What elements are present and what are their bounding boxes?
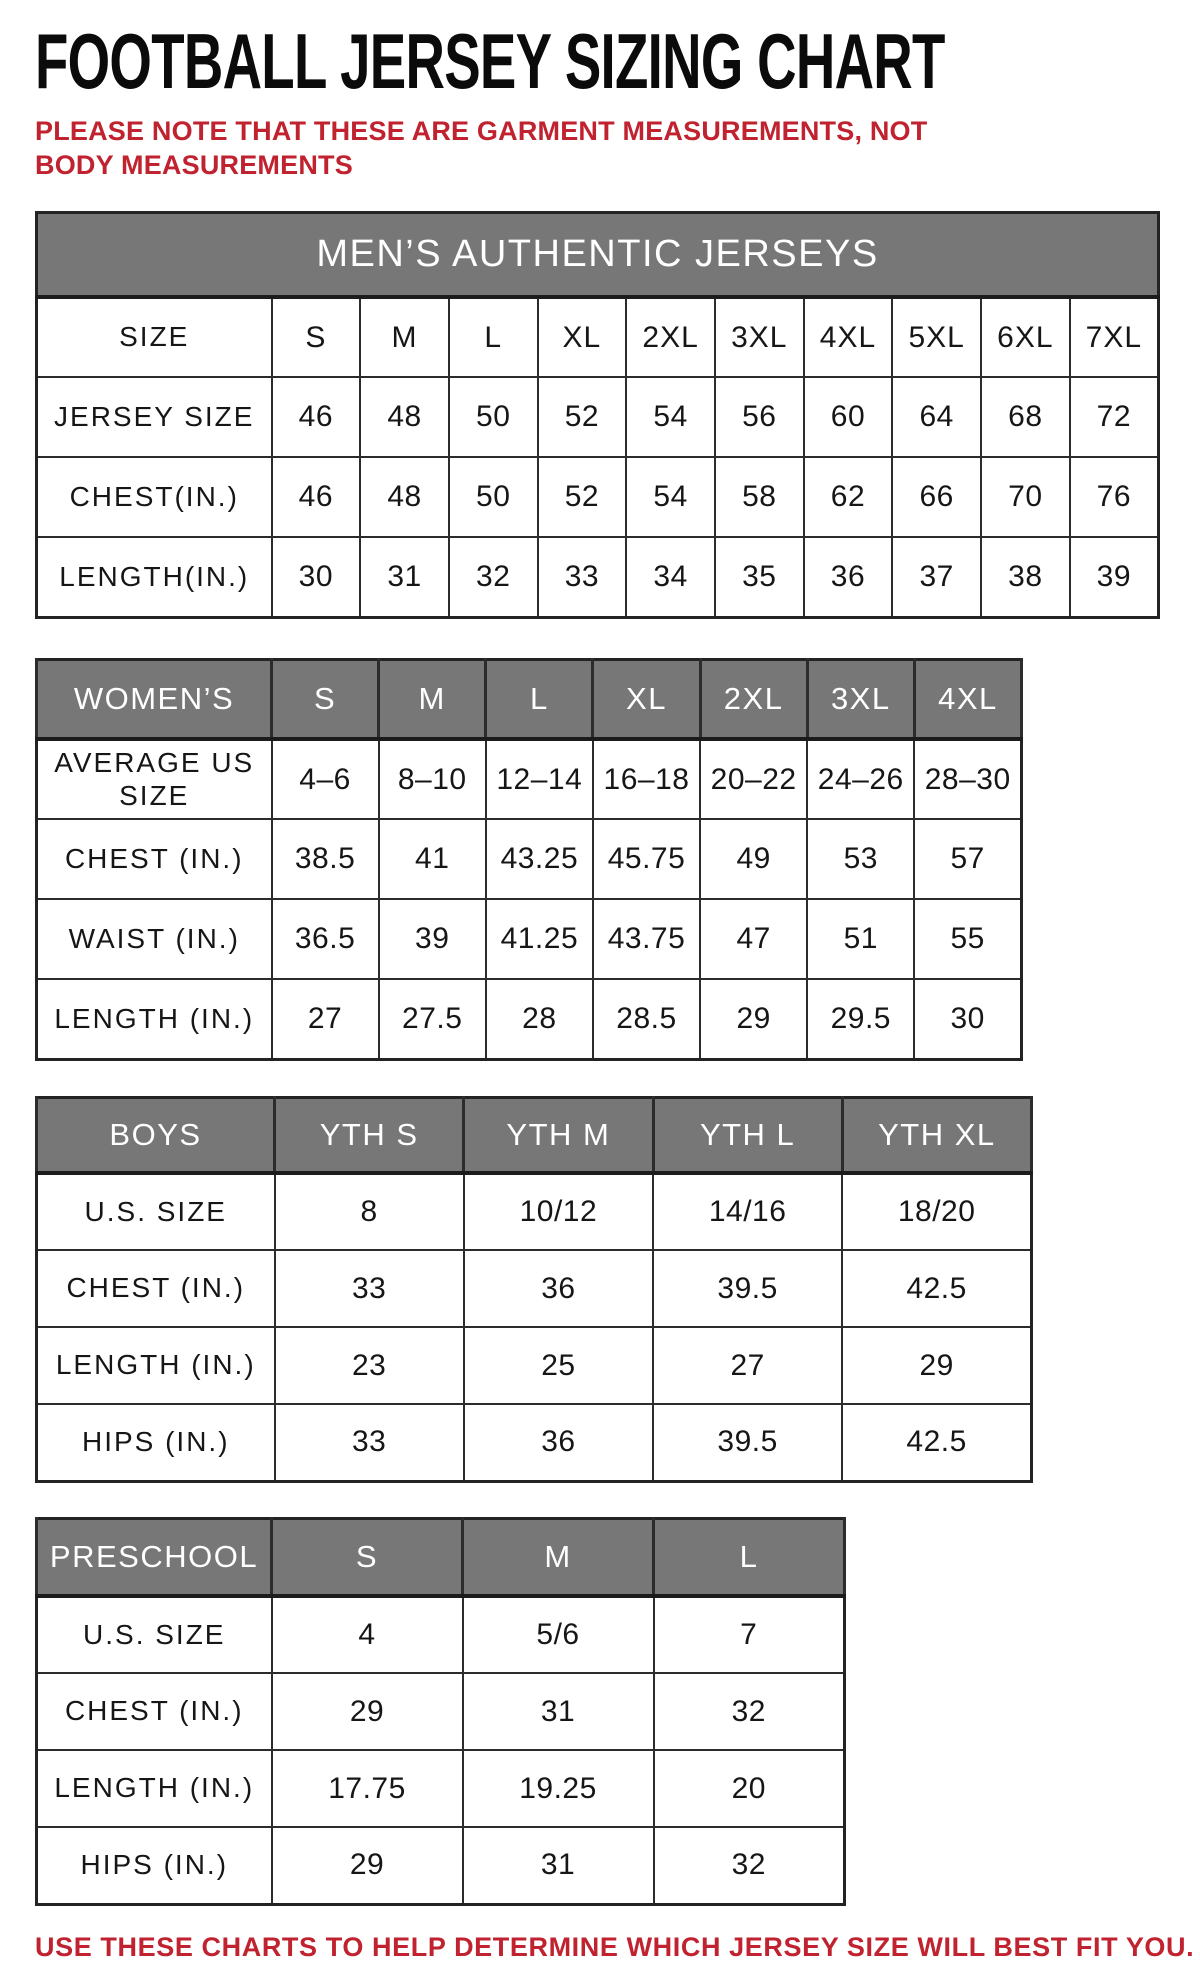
value-cell: 18/20 <box>842 1173 1031 1250</box>
value-cell: 46 <box>272 377 361 457</box>
value-cell: 45.75 <box>593 819 700 899</box>
size-column-header: M <box>463 1518 654 1596</box>
size-column-header: 2XL <box>626 297 715 377</box>
size-column-header: 7XL <box>1070 297 1159 377</box>
row-label: LENGTH (IN.) <box>37 1750 272 1827</box>
mens-table-banner: MEN’S AUTHENTIC JERSEYS <box>37 212 1159 297</box>
size-column-header: S <box>272 297 361 377</box>
row-label: LENGTH(IN.) <box>37 537 272 617</box>
mens-table <box>35 211 1160 619</box>
value-cell: 55 <box>914 899 1021 979</box>
value-cell: 43.25 <box>486 819 593 899</box>
value-cell: 4 <box>272 1596 463 1673</box>
size-column-header: YTH S <box>275 1097 464 1173</box>
value-cell: 29 <box>272 1827 463 1904</box>
boys-table <box>35 1096 1033 1483</box>
value-cell: 24–26 <box>807 739 914 819</box>
garment-measurements-note: PLEASE NOTE THAT THESE ARE GARMENT MEASUREMENTS, NOT BODY MEASUREMENTS <box>35 116 928 181</box>
value-cell: 29 <box>842 1327 1031 1404</box>
value-cell: 36 <box>464 1250 653 1327</box>
size-column-header: 4XL <box>804 297 893 377</box>
value-cell: 62 <box>804 457 893 537</box>
value-cell: 42.5 <box>842 1250 1031 1327</box>
value-cell: 39 <box>379 899 486 979</box>
table-row <box>37 1596 845 1673</box>
preschool-table-title-cell: PRESCHOOL <box>37 1518 272 1596</box>
value-cell: 72 <box>1070 377 1159 457</box>
size-column-header: 3XL <box>807 659 914 739</box>
row-label: CHEST (IN.) <box>37 1250 275 1327</box>
value-cell: 48 <box>360 457 449 537</box>
value-cell: 8 <box>275 1173 464 1250</box>
size-tables-container <box>35 211 1200 1906</box>
value-cell: 33 <box>275 1404 464 1481</box>
page-title: FOOTBALL JERSEY SIZING CHART <box>35 17 945 105</box>
value-cell: 32 <box>654 1827 845 1904</box>
preschool-table <box>35 1517 846 1906</box>
value-cell: 19.25 <box>463 1750 654 1827</box>
value-cell: 52 <box>538 457 627 537</box>
size-column-header: YTH M <box>464 1097 653 1173</box>
value-cell: 39.5 <box>653 1404 842 1481</box>
value-cell: 8–10 <box>379 739 486 819</box>
row-label: U.S. SIZE <box>37 1596 272 1673</box>
value-cell: 32 <box>654 1673 845 1750</box>
footer-note: USE THESE CHARTS TO HELP DETERMINE WHICH JERSEY SIZE WILL BEST FIT YOU. <box>35 1931 1195 1962</box>
value-cell: 51 <box>807 899 914 979</box>
value-cell: 57 <box>914 819 1021 899</box>
value-cell: 64 <box>892 377 981 457</box>
size-column-header: XL <box>538 297 627 377</box>
size-column-header: 3XL <box>715 297 804 377</box>
row-label: LENGTH (IN.) <box>37 1327 275 1404</box>
row-label: HIPS (IN.) <box>37 1827 272 1904</box>
value-cell: 27.5 <box>379 979 486 1059</box>
womens-table <box>35 658 1023 1061</box>
value-cell: 50 <box>449 377 538 457</box>
value-cell: 27 <box>653 1327 842 1404</box>
value-cell: 31 <box>463 1673 654 1750</box>
table-row <box>37 739 1022 819</box>
value-cell: 17.75 <box>272 1750 463 1827</box>
value-cell: 38.5 <box>272 819 379 899</box>
row-label: CHEST (IN.) <box>37 819 272 899</box>
size-column-header: L <box>449 297 538 377</box>
value-cell: 39.5 <box>653 1250 842 1327</box>
value-cell: 60 <box>804 377 893 457</box>
size-column-header: L <box>486 659 593 739</box>
value-cell: 28–30 <box>914 739 1021 819</box>
table-row <box>37 1404 1032 1481</box>
womens-table-title-cell: WOMEN’S <box>37 659 272 739</box>
row-label: AVERAGE US SIZE <box>37 739 272 819</box>
size-column-header: YTH L <box>653 1097 842 1173</box>
table-row <box>37 1673 845 1750</box>
size-column-header: L <box>654 1518 845 1596</box>
boys-table-title-cell: BOYS <box>37 1097 275 1173</box>
value-cell: 20 <box>654 1750 845 1827</box>
mens-table-title-cell: SIZE <box>37 297 272 377</box>
size-column-header: XL <box>593 659 700 739</box>
row-label: CHEST(IN.) <box>37 457 272 537</box>
table-row <box>37 1750 845 1827</box>
value-cell: 76 <box>1070 457 1159 537</box>
value-cell: 30 <box>272 537 361 617</box>
value-cell: 52 <box>538 377 627 457</box>
table-row <box>37 1327 1032 1404</box>
size-column-header: 6XL <box>981 297 1070 377</box>
value-cell: 41 <box>379 819 486 899</box>
value-cell: 31 <box>360 537 449 617</box>
row-label: U.S. SIZE <box>37 1173 275 1250</box>
table-row <box>37 899 1022 979</box>
table-row <box>37 1827 845 1904</box>
row-label: WAIST (IN.) <box>37 899 272 979</box>
value-cell: 39 <box>1070 537 1159 617</box>
value-cell: 10/12 <box>464 1173 653 1250</box>
value-cell: 34 <box>626 537 715 617</box>
table-row <box>37 377 1159 457</box>
value-cell: 33 <box>538 537 627 617</box>
value-cell: 48 <box>360 377 449 457</box>
row-label: LENGTH (IN.) <box>37 979 272 1059</box>
value-cell: 30 <box>914 979 1021 1059</box>
value-cell: 20–22 <box>700 739 807 819</box>
row-label: HIPS (IN.) <box>37 1404 275 1481</box>
value-cell: 29.5 <box>807 979 914 1059</box>
size-column-header: 4XL <box>914 659 1021 739</box>
value-cell: 14/16 <box>653 1173 842 1250</box>
value-cell: 7 <box>654 1596 845 1673</box>
value-cell: 36.5 <box>272 899 379 979</box>
table-row <box>37 1250 1032 1327</box>
size-column-header: YTH XL <box>842 1097 1031 1173</box>
table-row <box>37 1173 1032 1250</box>
value-cell: 29 <box>272 1673 463 1750</box>
value-cell: 29 <box>700 979 807 1059</box>
value-cell: 16–18 <box>593 739 700 819</box>
value-cell: 28.5 <box>593 979 700 1059</box>
value-cell: 33 <box>275 1250 464 1327</box>
value-cell: 46 <box>272 457 361 537</box>
value-cell: 38 <box>981 537 1070 617</box>
value-cell: 47 <box>700 899 807 979</box>
row-label: JERSEY SIZE <box>37 377 272 457</box>
value-cell: 12–14 <box>486 739 593 819</box>
value-cell: 37 <box>892 537 981 617</box>
value-cell: 36 <box>804 537 893 617</box>
value-cell: 49 <box>700 819 807 899</box>
value-cell: 35 <box>715 537 804 617</box>
value-cell: 27 <box>272 979 379 1059</box>
size-column-header: M <box>379 659 486 739</box>
value-cell: 41.25 <box>486 899 593 979</box>
value-cell: 4–6 <box>272 739 379 819</box>
value-cell: 54 <box>626 457 715 537</box>
value-cell: 31 <box>463 1827 654 1904</box>
value-cell: 58 <box>715 457 804 537</box>
value-cell: 23 <box>275 1327 464 1404</box>
size-column-header: S <box>272 1518 463 1596</box>
value-cell: 56 <box>715 377 804 457</box>
table-row <box>37 979 1022 1059</box>
size-column-header: 2XL <box>700 659 807 739</box>
value-cell: 66 <box>892 457 981 537</box>
table-row <box>37 819 1022 899</box>
value-cell: 28 <box>486 979 593 1059</box>
table-row <box>37 537 1159 617</box>
value-cell: 43.75 <box>593 899 700 979</box>
size-column-header: S <box>272 659 379 739</box>
size-column-header: M <box>360 297 449 377</box>
size-column-header: 5XL <box>892 297 981 377</box>
value-cell: 32 <box>449 537 538 617</box>
value-cell: 25 <box>464 1327 653 1404</box>
value-cell: 70 <box>981 457 1070 537</box>
table-row <box>37 457 1159 537</box>
value-cell: 5/6 <box>463 1596 654 1673</box>
value-cell: 36 <box>464 1404 653 1481</box>
value-cell: 53 <box>807 819 914 899</box>
value-cell: 42.5 <box>842 1404 1031 1481</box>
row-label: CHEST (IN.) <box>37 1673 272 1750</box>
value-cell: 68 <box>981 377 1070 457</box>
value-cell: 54 <box>626 377 715 457</box>
value-cell: 50 <box>449 457 538 537</box>
